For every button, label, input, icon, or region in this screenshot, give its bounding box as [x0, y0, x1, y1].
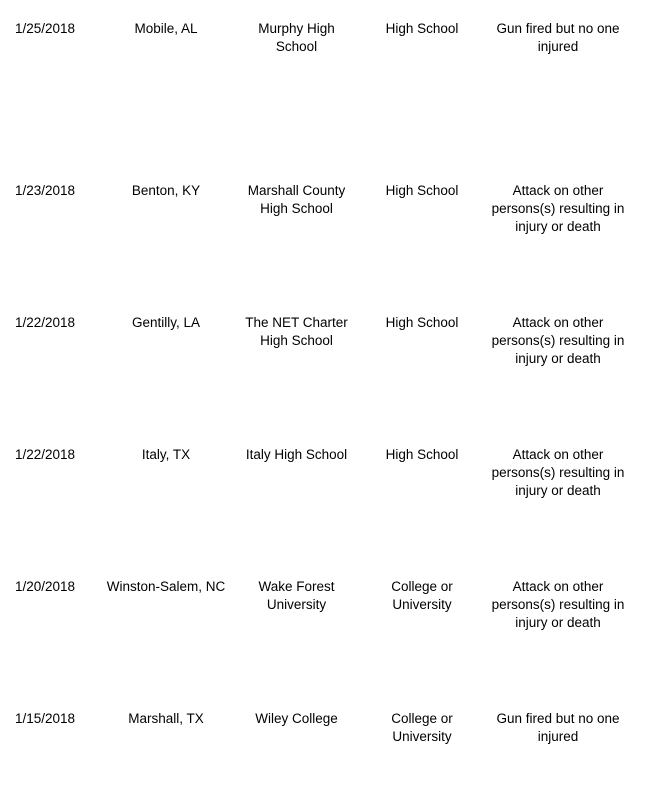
school-type-cell: High School: [385, 21, 459, 36]
school-name-cell: Wiley College: [255, 711, 338, 726]
incident-type-cell: Attack on other persons(s) resulting in injury or death: [491, 183, 625, 234]
school-type-cell: College or University: [391, 711, 453, 744]
table-row: [0, 20, 657, 100]
date-cell: 1/15/2018: [14, 711, 76, 726]
school-name-cell: Italy High School: [245, 447, 348, 462]
date-cell: 1/25/2018: [14, 21, 76, 36]
incident-type-cell: Attack on other persons(s) resulting in injury or death: [491, 315, 625, 366]
city-cell: Mobile, AL: [134, 21, 198, 36]
city-cell: Winston-Salem, NC: [106, 579, 226, 594]
date-cell: 1/22/2018: [14, 315, 76, 330]
school-name-cell: Wake Forest University: [258, 579, 335, 612]
incident-type-cell: Attack on other persons(s) resulting in injury or death: [491, 447, 625, 498]
incident-type-cell: Attack on other persons(s) resulting in injury or death: [491, 579, 625, 630]
school-type-cell: High School: [385, 447, 459, 462]
table-row: [0, 446, 657, 526]
school-type-cell: High School: [385, 315, 459, 330]
incident-type-cell: Gun fired but no one injured: [496, 21, 620, 54]
school-name-cell: The NET Charter High School: [245, 315, 348, 348]
city-cell: Italy, TX: [141, 447, 191, 462]
table-row: [0, 182, 657, 262]
date-cell: 1/20/2018: [14, 579, 76, 594]
school-type-cell: College or University: [391, 579, 453, 612]
city-cell: Benton, KY: [131, 183, 201, 198]
school-type-cell: High School: [385, 183, 459, 198]
table-row: [0, 314, 657, 394]
date-cell: 1/23/2018: [14, 183, 76, 198]
school-name-cell: Marshall County High School: [247, 183, 346, 216]
date-cell: 1/22/2018: [14, 447, 76, 462]
incident-type-cell: Gun fired but no one injured: [496, 711, 620, 744]
school-name-cell: Murphy High School: [258, 21, 335, 54]
table-row: [0, 578, 657, 658]
table-row: [0, 710, 657, 790]
city-cell: Gentilly, LA: [131, 315, 201, 330]
city-cell: Marshall, TX: [128, 711, 204, 726]
